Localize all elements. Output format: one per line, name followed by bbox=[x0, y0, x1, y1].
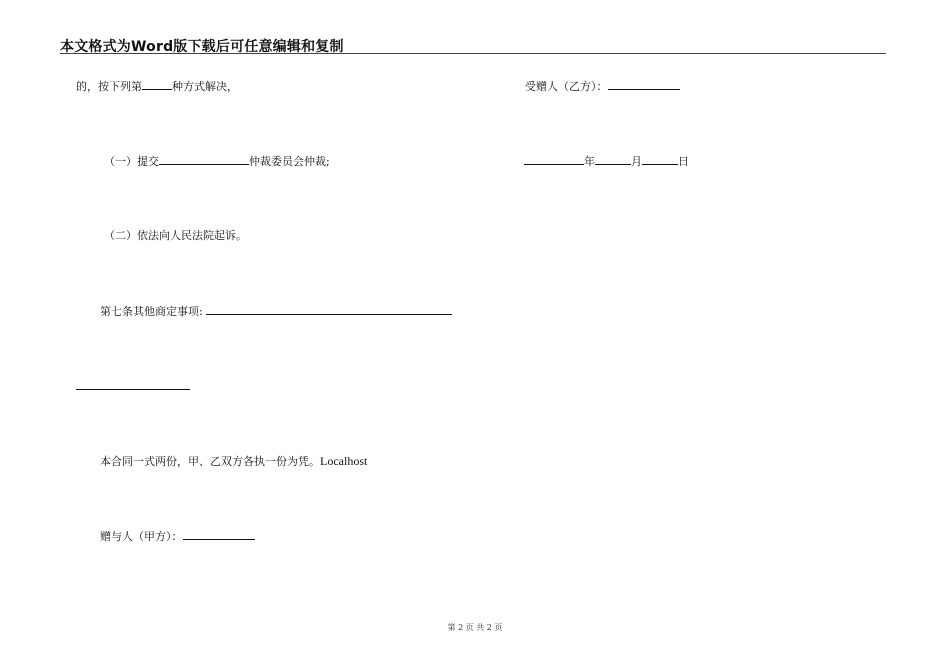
month-blank bbox=[595, 154, 631, 165]
date-line bbox=[524, 154, 689, 169]
donee-signature-line bbox=[525, 79, 680, 94]
donor-signature-line bbox=[100, 529, 255, 544]
page-header-title: 本文格式为Word版下载后可任意编辑和复制 bbox=[60, 39, 344, 55]
copies-text: 本合同一式两份，甲、乙双方各执一份为凭。 bbox=[100, 455, 320, 468]
donee-signature-blank bbox=[608, 79, 680, 90]
other-matters-line bbox=[100, 304, 452, 319]
donor-signature-blank bbox=[183, 529, 255, 540]
arbitration-prefix-text: （一）提交 bbox=[104, 155, 159, 168]
donee-label: 受赠人（乙方）： bbox=[525, 80, 608, 93]
page-number-footer: 第 2 页 共 2 页 bbox=[447, 623, 503, 632]
other-matters-continuation-blank bbox=[76, 379, 190, 390]
method-number-blank bbox=[142, 79, 172, 90]
dispute-intro-text: 的，按下列第 bbox=[76, 80, 142, 93]
year-label: 年 bbox=[584, 155, 595, 168]
header-divider bbox=[60, 53, 886, 54]
month-label: 月 bbox=[631, 155, 642, 168]
donor-label: 赠与人（甲方）： bbox=[100, 530, 183, 543]
year-blank bbox=[524, 154, 584, 165]
arbitration-suffix-text: 仲裁委员会仲裁; bbox=[249, 155, 330, 168]
day-label: 日 bbox=[678, 155, 689, 168]
other-matters-label: 第七条其他商定事项: bbox=[100, 305, 203, 318]
other-matters-blank bbox=[206, 304, 452, 315]
day-blank bbox=[642, 154, 678, 165]
other-matters-continuation bbox=[76, 379, 190, 394]
dispute-resolution-line bbox=[76, 79, 238, 94]
arbitration-option-line bbox=[104, 154, 330, 169]
copies-latin-text: Localhost bbox=[320, 454, 368, 468]
arbitration-committee-blank bbox=[159, 154, 249, 165]
dispute-method-text: 种方式解决， bbox=[172, 80, 238, 93]
copies-line bbox=[100, 454, 367, 469]
litigation-option-line: （二）依法向人民法院起诉。 bbox=[104, 229, 247, 242]
